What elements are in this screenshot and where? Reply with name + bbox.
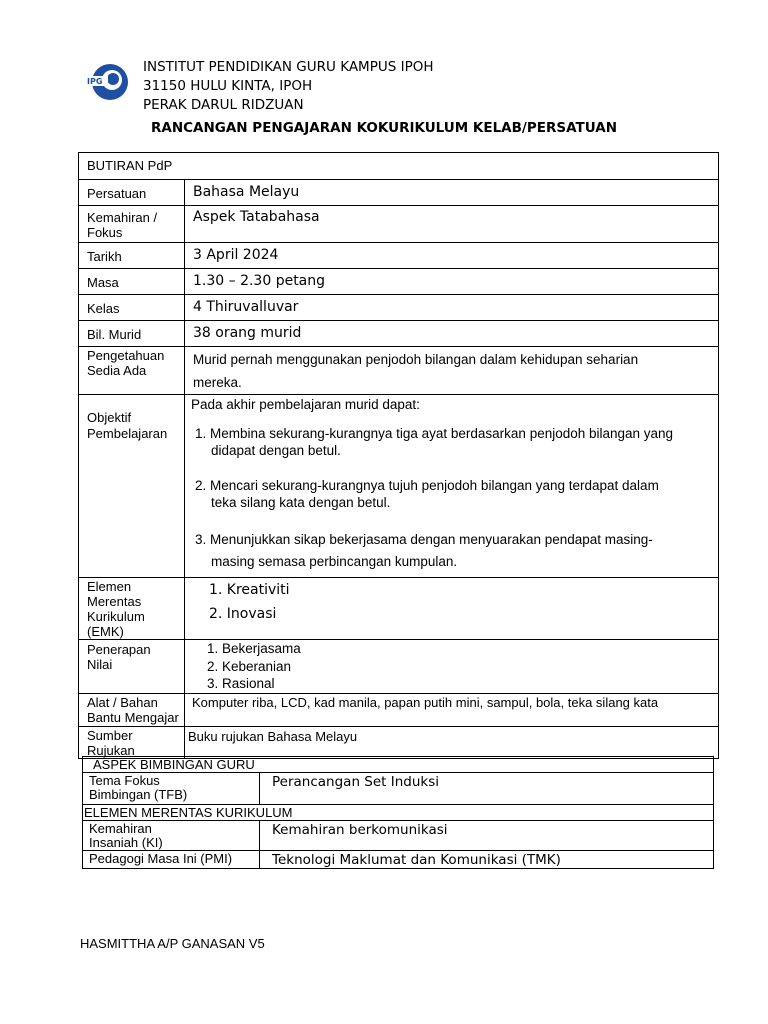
objektif-label: Objektif Pembelajaran — [79, 395, 185, 578]
ki-value: Kemahiran berkomunikasi — [260, 821, 714, 851]
section-title: BUTIRAN PdP — [79, 153, 719, 180]
table-row — [79, 180, 719, 206]
table-row — [79, 206, 719, 243]
table-row — [79, 640, 719, 694]
table-row — [79, 726, 719, 758]
sumber-value: Buku rujukan Bahasa Melayu — [185, 726, 719, 758]
kemahiran-label: Kemahiran / Fokus — [79, 206, 185, 243]
ki-label: Kemahiran Insaniah (KI) — [83, 821, 260, 851]
persatuan-label: Persatuan — [79, 180, 185, 206]
objective-item: 3. Menunjukkan sikap bekerjasama dengan menyuarakan pendapat masing- masing semasa perbincangan kumpulan. — [195, 532, 653, 569]
tarikh-label: Tarikh — [79, 243, 185, 269]
table-row — [83, 805, 714, 821]
table-row — [83, 851, 714, 869]
table-row — [79, 243, 719, 269]
nilai-value — [185, 640, 719, 694]
table-row — [83, 773, 714, 805]
objective-item: 1. Membina sekurang-kurangnya tiga ayat berdasarkan penjodoh bilangan yang didapat dengan betul. — [195, 426, 674, 458]
logo-text: IPG — [87, 77, 103, 86]
kemahiran-value: Aspek Tatabahasa — [185, 206, 719, 243]
rph-table — [78, 152, 719, 759]
kelas-label: Kelas — [79, 295, 185, 321]
tarikh-value: 3 April 2024 — [185, 243, 719, 269]
ipg-logo — [86, 62, 130, 102]
murid-label: Bil. Murid — [79, 321, 185, 347]
objektif-value — [185, 395, 719, 578]
pmi-label: Pedagogi Masa Ini (PMI) — [83, 851, 260, 869]
institution-name: INSTITUT PENDIDIKAN GURU KAMPUS IPOH — [143, 59, 434, 75]
persatuan-value: Bahasa Melayu — [185, 180, 719, 206]
footer-text: HASMITTHA A/P GANASAN V5 — [80, 936, 265, 951]
pengetahuan-value: Murid pernah menggunakan penjodoh bilangan dalam kehidupan seharian mereka. — [185, 347, 719, 395]
table-row — [79, 295, 719, 321]
aspek-title: ASPEK BIMBINGAN GURU — [83, 757, 714, 773]
aspek-table — [82, 756, 714, 869]
list-item: 2. Keberanian — [207, 658, 292, 674]
masa-value: 1.30 – 2.30 petang — [185, 269, 719, 295]
institution-address: 31150 HULU KINTA, IPOH — [143, 78, 313, 94]
table-row — [83, 821, 714, 851]
table-row — [79, 395, 719, 578]
masa-label: Masa — [79, 269, 185, 295]
table-row — [83, 757, 714, 773]
emk-value — [185, 578, 719, 640]
objektif-intro: Pada akhir pembelajaran murid dapat: — [191, 397, 420, 412]
emk-title: ELEMEN MERENTAS KURIKULUM — [83, 805, 714, 821]
list-item: 1. Kreativiti — [209, 582, 290, 598]
table-row — [79, 347, 719, 395]
table-row — [79, 269, 719, 295]
kelas-value: 4 Thiruvalluvar — [185, 295, 719, 321]
institution-header — [143, 58, 433, 115]
table-row — [79, 321, 719, 347]
objective-item: 2. Mencari sekurang-kurangnya tujuh penjodoh bilangan yang terdapat dalam teka silang kata dengan betul. — [195, 478, 659, 510]
pmi-value: Teknologi Maklumat dan Komunikasi (TMK) — [260, 851, 714, 869]
list-item: 3. Rasional — [207, 676, 275, 691]
list-item: 2. Inovasi — [209, 606, 277, 622]
sumber-label: Sumber Rujukan — [79, 726, 185, 758]
table-row — [79, 693, 719, 726]
alat-label: Alat / Bahan Bantu Mengajar — [79, 693, 185, 726]
murid-value: 38 orang murid — [185, 321, 719, 347]
table-row — [79, 578, 719, 640]
list-item: 1. Bekerjasama — [207, 641, 301, 656]
tfb-label: Tema Fokus Bimbingan (TFB) — [83, 773, 260, 805]
alat-value: Komputer riba, LCD, kad manila, papan putih mini, sampul, bola, teka silang kata — [185, 693, 719, 726]
document-title: RANCANGAN PENGAJARAN KOKURIKULUM KELAB/PERSATUAN — [150, 120, 617, 136]
institution-state: PERAK DARUL RIDZUAN — [143, 97, 304, 113]
tfb-value: Perancangan Set Induksi — [260, 773, 714, 805]
pengetahuan-label: Pengetahuan Sedia Ada — [79, 347, 185, 395]
emk-label: Elemen Merentas Kurikulum (EMK) — [79, 578, 185, 640]
table-row — [79, 153, 719, 180]
nilai-label: Penerapan Nilai — [79, 640, 185, 694]
